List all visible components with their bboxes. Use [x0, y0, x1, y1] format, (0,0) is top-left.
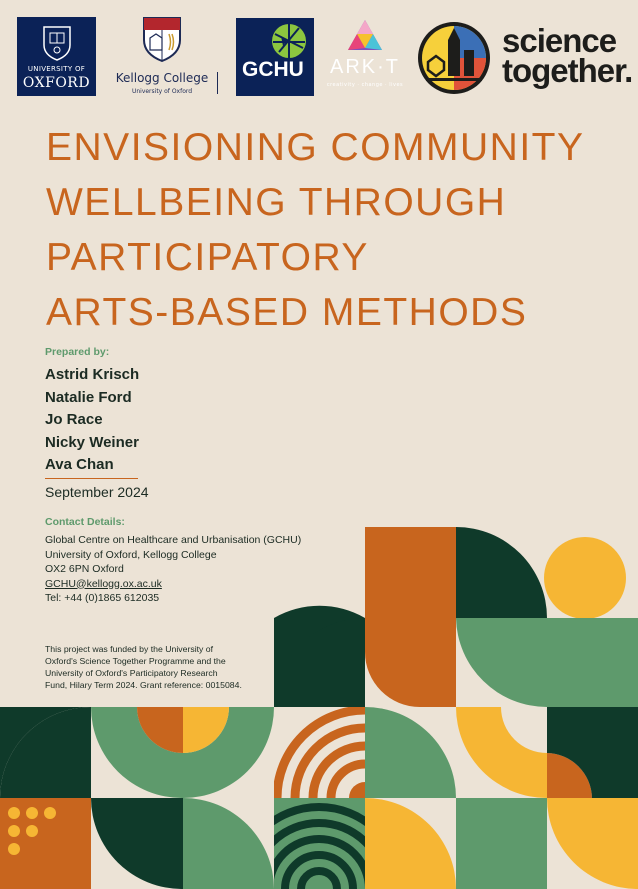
contact-email-link[interactable]: GCHU@kellogg.ox.ac.uk: [45, 577, 162, 590]
dark-green-bottom-quarter-shape: [91, 798, 183, 889]
prepared-by-label: Prepared by:: [45, 346, 110, 358]
sage-leaf-shape: [535, 618, 638, 707]
contact-address-line: OX2 6PN Oxford: [45, 563, 124, 575]
sage-quarter-shape: [365, 707, 456, 798]
contact-telephone: Tel: +44 (0)1865 612035: [45, 592, 160, 604]
science-together-line1: science: [502, 22, 617, 59]
gchu-logo-text: GCHU: [242, 58, 304, 81]
yellow-circle-shape: [544, 537, 626, 619]
author-name: Ava Chan: [45, 456, 114, 473]
author-name: Nicky Weiner: [45, 433, 139, 451]
sage-bottom-square-shape: [456, 798, 547, 889]
dark-green-quarter-shape: [456, 527, 547, 618]
kellogg-logo-sub: University of Oxford: [131, 88, 193, 95]
yellow-bottom-quarter-shape: [365, 798, 456, 889]
funding-line: University of Oxford's Participatory Research: [45, 668, 218, 678]
science-together-line2: together.: [502, 52, 633, 89]
author-name: Astrid Krisch: [45, 366, 140, 383]
publication-date: September 2024: [45, 484, 149, 500]
author-name: Jo Race: [45, 411, 103, 428]
sage-bottom-shape: [183, 798, 274, 889]
contact-address-line: University of Oxford, Kellogg College: [45, 548, 217, 561]
title-line: ARTS-BASED METHODS: [46, 291, 528, 334]
contact-org: Global Centre on Healthcare and Urbanisation (GCHU): [45, 534, 302, 546]
yellow-arc-shape: [456, 707, 547, 798]
title-line: WELLBEING THROUGH: [46, 181, 507, 224]
author-name: Natalie Ford: [45, 388, 132, 406]
kellogg-logo-name: Kellogg College: [115, 71, 209, 85]
funding-line: Fund, Hilary Term 2024. Grant reference: 0015084.: [45, 680, 242, 690]
oxford-logo-line1: UNIVERSITY OF: [27, 65, 86, 73]
sage-wedge-shape: [456, 618, 547, 707]
oxford-logo-line2: OXFORD: [22, 75, 91, 91]
funding-line: This project was funded by the University of: [45, 644, 214, 654]
contact-details-label: Contact Details:: [45, 516, 125, 528]
arkt-logo-text: ARK·T: [330, 56, 400, 78]
title-line: PARTICIPATORY: [46, 236, 369, 279]
orange-arch-shape: [365, 527, 456, 707]
arkt-logo-tagline: creativity · change · lives: [326, 82, 404, 88]
funding-line: Oxford's Science Together Programme and the: [45, 656, 226, 666]
title-line: ENVISIONING COMMUNITY: [46, 126, 585, 169]
yellow-bottom-right-shape: [547, 798, 638, 889]
